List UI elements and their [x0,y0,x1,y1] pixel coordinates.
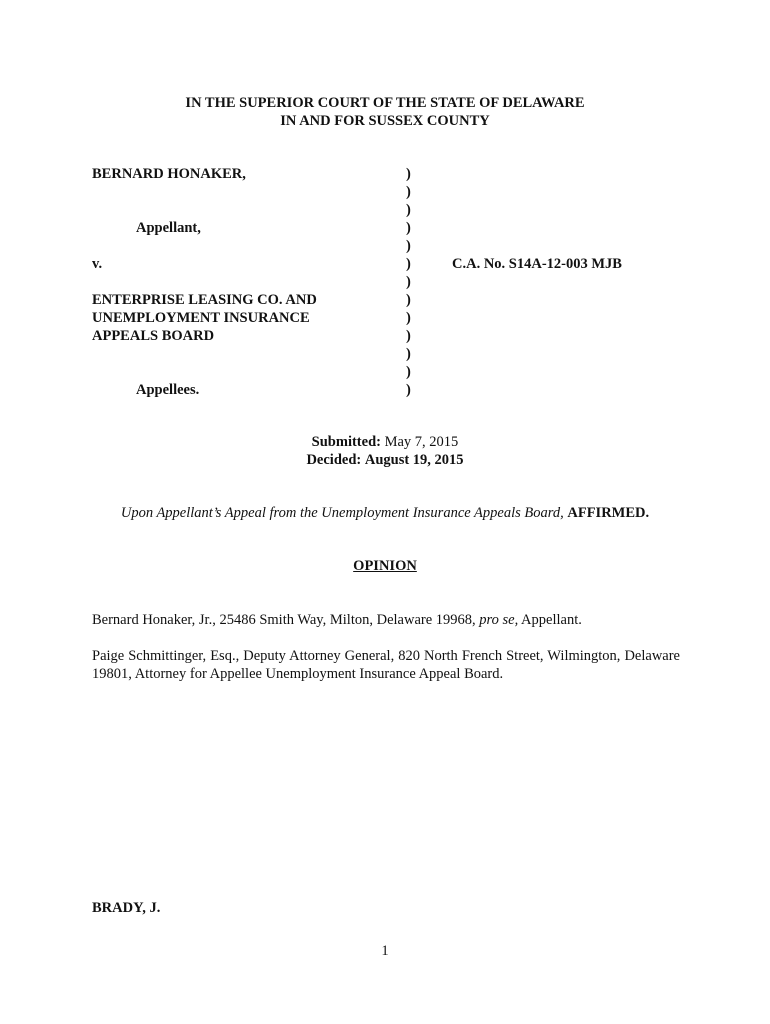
caption-paren: ) [406,382,411,398]
appellee-name-line3: APPEALS BOARD [92,328,215,344]
decided-date: August 19, 2015 [364,452,464,468]
decided-label: Decided: [306,452,362,468]
court-heading [0,94,770,130]
caption-paren: ) [406,292,411,308]
appellee-counsel: Paige Schmittinger, Esq., Deputy Attorney General, 820 North French Street, Wilmington, Delaware 19801, Attorney for Appellee Unemployment Insurance Appeal Board. [92,648,680,682]
caption-parentheses [406,165,411,399]
decided-line [0,451,770,469]
caption-paren: ) [406,346,411,362]
caption-paren: ) [406,184,411,200]
disposition-line [0,504,770,522]
opinion-title: OPINION [353,558,417,574]
appellant-counsel-role: Appellant. [521,612,582,628]
caption-paren: ) [406,202,411,218]
judge-name: BRADY, J. [92,900,161,916]
court-heading-line1: IN THE SUPERIOR COURT OF THE STATE OF DELAWARE [185,95,585,111]
caption-paren: ) [406,238,411,254]
caption-paren: ) [406,166,411,182]
appellant-role: Appellant, [136,220,201,236]
appellee-name-line2: UNEMPLOYMENT INSURANCE [92,310,310,326]
court-heading-line2: IN AND FOR SUSSEX COUNTY [280,113,490,129]
pro-se-text: pro se, [479,612,519,628]
disposition-text: Upon Appellant’s Appeal from the Unemployment Insurance Appeals Board, [120,505,564,521]
appellee-role: Appellees. [136,382,200,398]
disposition-result: AFFIRMED. [567,505,650,521]
case-number: C.A. No. S14A-12-003 MJB [452,256,622,272]
versus: v. [92,256,103,272]
case-caption [92,165,692,400]
caption-paren: ) [406,328,411,344]
date-block [0,433,770,469]
appellant-counsel [92,611,680,629]
caption-paren: ) [406,364,411,380]
caption-paren: ) [406,274,411,290]
caption-paren: ) [406,220,411,236]
appellee-name-line1: ENTERPRISE LEASING CO. AND [92,292,317,308]
submitted-line [0,433,770,451]
caption-paren: ) [406,256,411,272]
submitted-date: May 7, 2015 [384,434,459,450]
appellant-name: BERNARD HONAKER, [92,166,246,182]
submitted-label: Submitted: [311,434,381,450]
caption-paren: ) [406,310,411,326]
page-number: 1 [381,943,389,959]
appellant-counsel-text: Bernard Honaker, Jr., 25486 Smith Way, Milton, Delaware 19968, [92,612,476,628]
